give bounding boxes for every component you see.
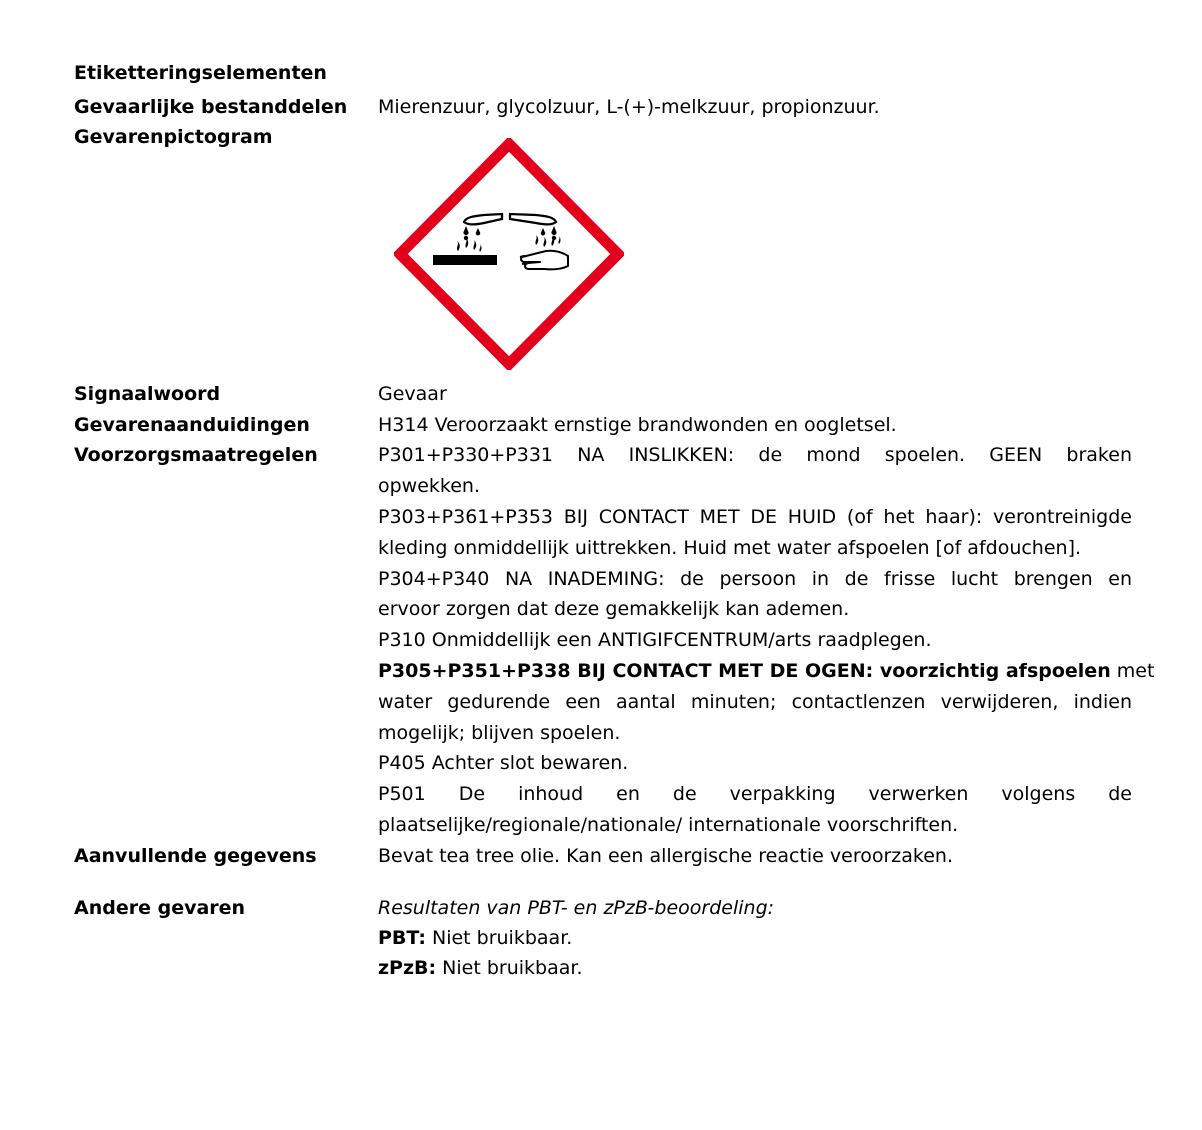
pictogram-label: Gevarenpictogram bbox=[74, 126, 273, 148]
additional-value: Bevat tea tree olie. Kan een allergische reactie veroorzaken. bbox=[378, 845, 954, 867]
p305-line2: water gedurende een aantal minuten; contactlenzen verwijderen, indien bbox=[378, 691, 1132, 713]
corrosion-pictogram-icon bbox=[394, 138, 624, 370]
pbt-label: PBT: bbox=[378, 927, 426, 949]
p301-line1: P301+P330+P331 NA INSLIKKEN: de mond spoelen. GEEN braken bbox=[378, 444, 1132, 466]
p305-rest: met bbox=[1116, 660, 1155, 682]
p305-line3: mogelijk; blijven spoelen. bbox=[378, 722, 621, 744]
hazard-statements-value: H314 Veroorzaakt ernstige brandwonden en oogletsel. bbox=[378, 414, 897, 436]
pbt-line bbox=[378, 927, 572, 949]
zpzb-line bbox=[378, 957, 582, 979]
p304-line2: ervoor zorgen dat deze gemakkelijk kan ademen. bbox=[378, 598, 850, 620]
other-hazards-label: Andere gevaren bbox=[74, 897, 246, 919]
p301-line2: opwekken. bbox=[378, 475, 481, 497]
p501-line2: plaatselijke/regionale/nationale/ internationale voorschriften. bbox=[378, 814, 959, 836]
hazardous-components-value: Mierenzuur, glycolzuur, L-(+)-melkzuur, propionzuur. bbox=[378, 96, 880, 118]
p305-line1 bbox=[378, 660, 1155, 682]
signal-word-label: Signaalwoord bbox=[74, 383, 221, 405]
hazardous-components-label: Gevaarlijke bestanddelen bbox=[74, 96, 348, 118]
p305-bold: P305+P351+P338 BIJ CONTACT MET DE OGEN: voorzichtig afspoelen bbox=[378, 660, 1111, 682]
p304-line1: P304+P340 NA INADEMING: de persoon in de frisse lucht brengen en bbox=[378, 568, 1132, 590]
pbt-heading: Resultaten van PBT- en zPzB-beoordeling: bbox=[378, 897, 775, 919]
precautionary-label: Voorzorgsmaatregelen bbox=[74, 444, 318, 466]
signal-word-value: Gevaar bbox=[378, 383, 447, 405]
pbt-value: Niet bruikbaar. bbox=[425, 927, 573, 949]
p303-line2: kleding onmiddellijk uittrekken. Huid met water afspoelen [of afdouchen]. bbox=[378, 537, 1082, 559]
p405-line: P405 Achter slot bewaren. bbox=[378, 752, 629, 774]
p303-line1: P303+P361+P353 BIJ CONTACT MET DE HUID (of het haar): verontreinigde bbox=[378, 506, 1132, 528]
zpzb-label: zPzB: bbox=[378, 957, 437, 979]
section-title: Etiketteringselementen bbox=[74, 62, 327, 84]
additional-label: Aanvullende gegevens bbox=[74, 845, 317, 867]
p501-line1: P501 De inhoud en de verpakking verwerken volgens de bbox=[378, 783, 1132, 805]
p310-line: P310 Onmiddellijk een ANTIGIFCENTRUM/arts raadplegen. bbox=[378, 629, 932, 651]
hazard-statements-label: Gevarenaanduidingen bbox=[74, 414, 310, 436]
zpzb-value: Niet bruikbaar. bbox=[436, 957, 583, 979]
